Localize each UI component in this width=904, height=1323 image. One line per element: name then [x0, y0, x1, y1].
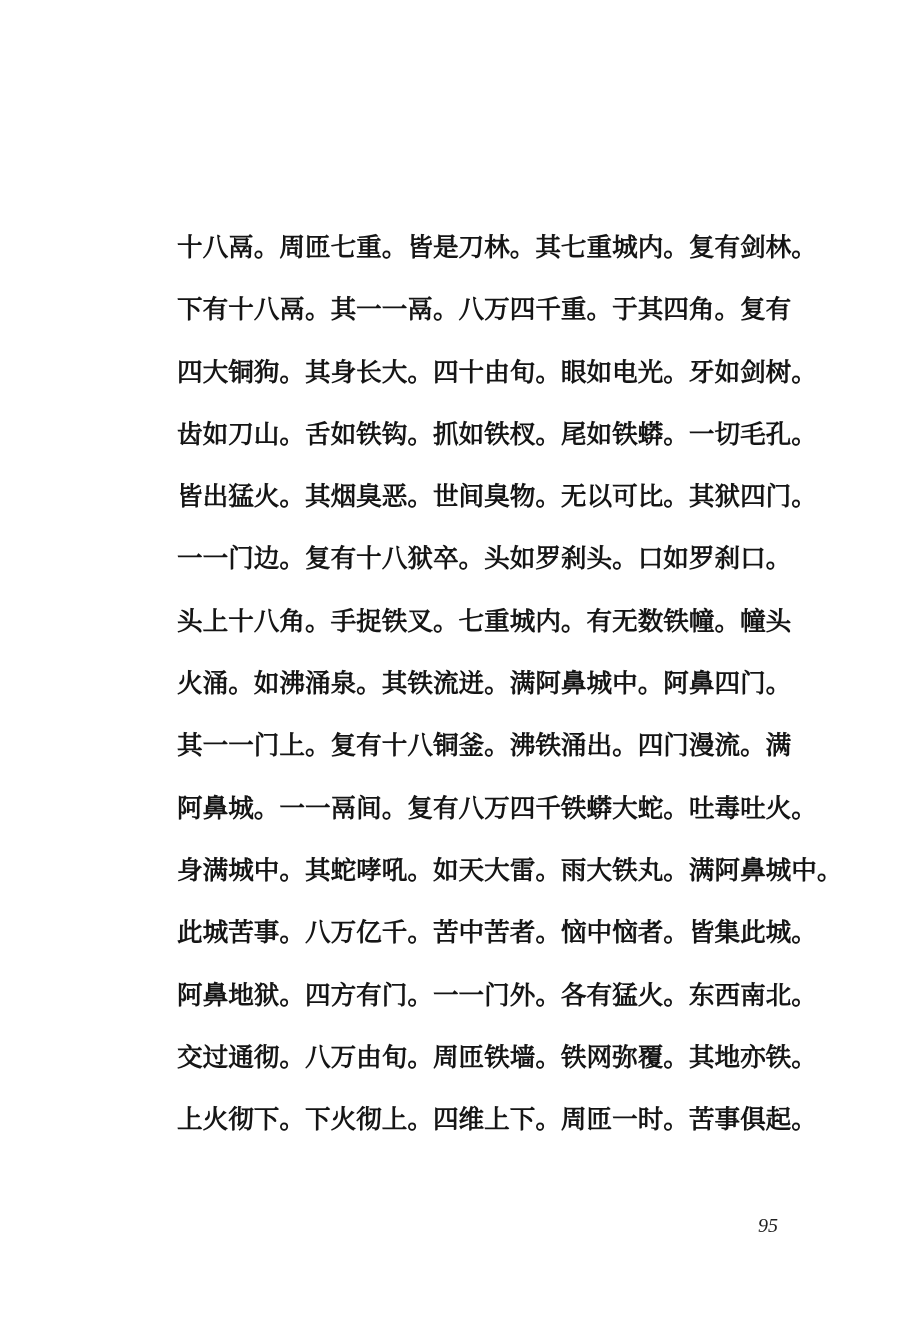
text-line: 一一门边。复有十八狱卒。头如罗刹头。口如罗刹口。: [177, 544, 792, 575]
text-line: 齿如刀山。舌如铁钩。抓如铁杈。尾如铁蟒。一切毛孔。: [177, 419, 817, 450]
text-line: 此城苦事。八万亿千。苦中苦者。恼中恼者。皆集此城。: [177, 918, 817, 949]
text-line: 下有十八鬲。其一一鬲。八万四千重。于其四角。复有: [177, 295, 792, 326]
text-line: 皆出猛火。其烟臭恶。世间臭物。无以可比。其狱四门。: [177, 482, 817, 513]
text-line: 火涌。如沸涌泉。其铁流迸。满阿鼻城中。阿鼻四门。: [177, 669, 792, 700]
body-text: [177, 228, 843, 1162]
text-line: 阿鼻地狱。四方有门。一一门外。各有猛火。东西南北。: [177, 980, 817, 1011]
text-line: 阿鼻城。一一鬲间。复有八万四千铁蟒大蛇。吐毒吐火。: [177, 793, 817, 824]
text-line: 上火彻下。下火彻上。四维上下。周匝一时。苦事俱起。: [177, 1105, 817, 1136]
text-line: 十八鬲。周匝七重。皆是刀林。其七重城内。复有剑林。: [177, 233, 817, 263]
text-line: 身满城中。其蛇哮吼。如天大雷。雨大铁丸。满阿鼻城中。: [177, 855, 843, 886]
page-number: 95: [758, 1215, 778, 1237]
text-line: 交过通彻。八万由旬。周匝铁墙。铁网弥覆。其地亦铁。: [177, 1042, 817, 1073]
text-line: 头上十八角。手捉铁叉。七重城内。有无数铁幢。幢头: [177, 606, 792, 637]
text-line: 其一一门上。复有十八铜釜。沸铁涌出。四门漫流。满: [177, 731, 792, 762]
text-line: 四大铜狗。其身长大。四十由旬。眼如电光。牙如剑树。: [177, 357, 817, 388]
